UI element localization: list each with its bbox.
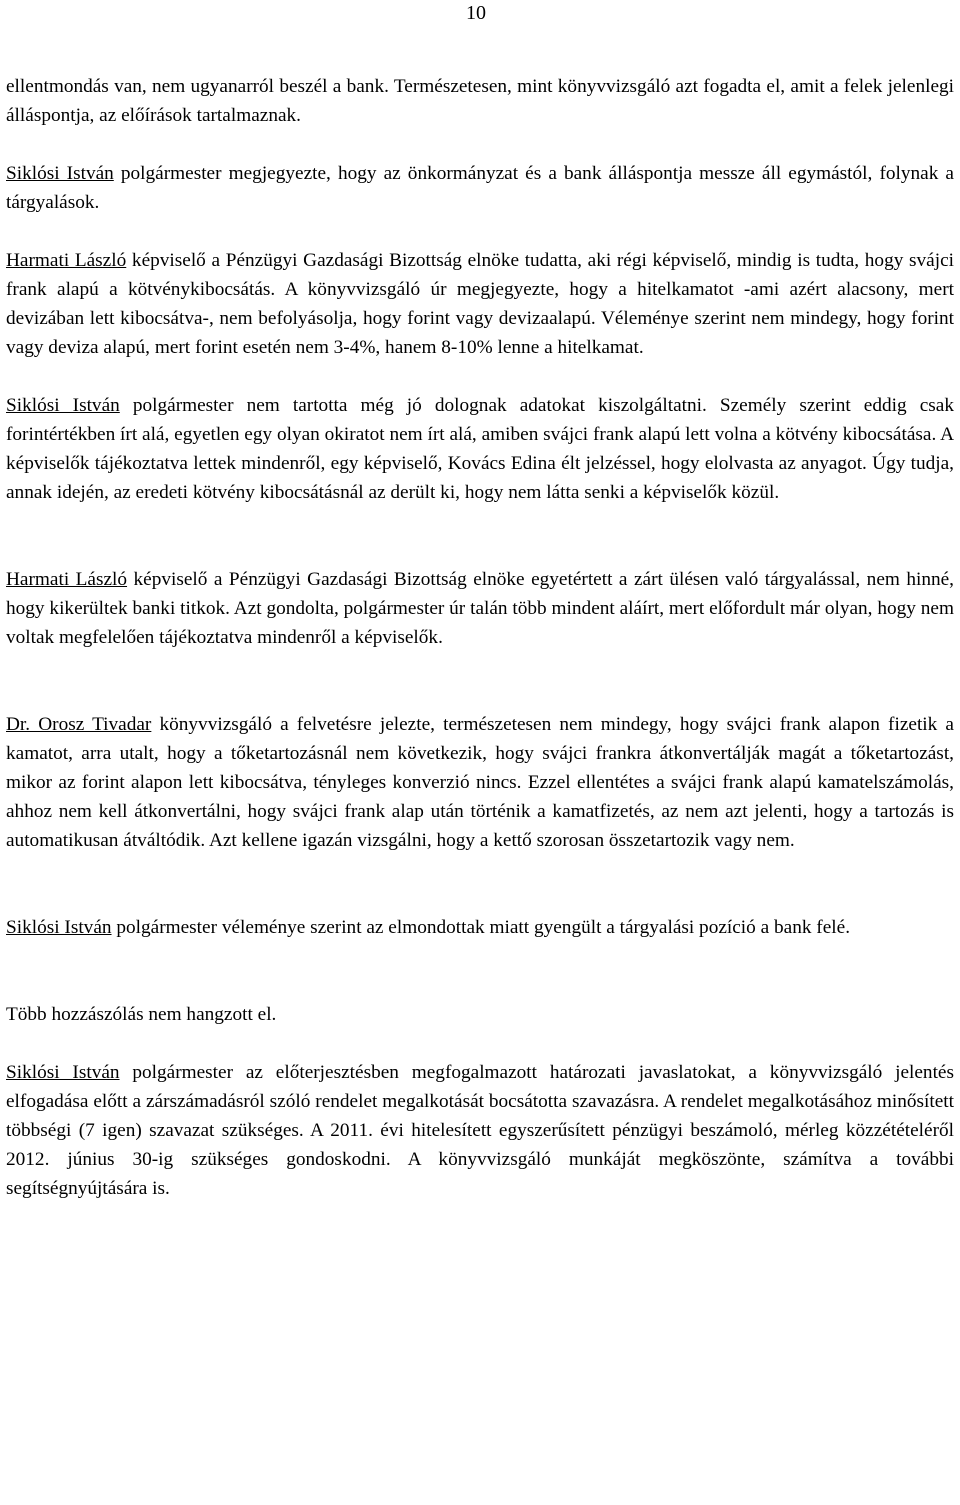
paragraph-5-text: képviselő a Pénzügyi Gazdasági Bizottság elnöke egyetértett a zárt ülésen való tárgyalással, nem hinné, hogy kikerültek banki titkok. Azt gondolta, polgármester úr talán több mindent aláírt, mert előfordult már olyan, hogy nem voltak megfelelően tájékoztatva mindenről a képviselők.	[6, 569, 955, 648]
paragraph-4-text: polgármester nem tartotta még jó dolognak adatokat kiszolgáltatni. Személy szerint eddig csak forintértékben írt alá, egyetlen egy olyan okiratot nem írt alá, amiben svájci frank alapú lett volna a kötvény kibocsátása. A képviselők tájékoztatva lettek mindenről, egy képviselő, Kovács Edina élt jelzéssel, hogy elolvasta az anyagot. Úgy tudja, annak idején, az eredeti kötvény kibocsátásnál az derült ki, hogy nem látta senki a képviselők közül.	[6, 395, 954, 503]
paragraph-7-text: polgármester véleménye szerint az elmondottak miatt gyengült a tárgyalási pozíció a bank felé.	[111, 917, 851, 938]
paragraph-2	[6, 159, 954, 217]
paragraph-8-text: Több hozzászólás nem hangzott el.	[6, 1004, 277, 1025]
document-body	[6, 72, 954, 1232]
paragraph-3-text: képviselő a Pénzügyi Gazdasági Bizottság elnöke tudatta, aki régi képviselő, mindig is tudta, hogy svájci frank alapú a kötvénykibocsátás. A könyvvizsgáló úr megjegyezte, hogy a hitelkamatot -ami azért alacsony, mert devizában lett kibocsátva-, nem befolyásolja, hogy forint vagy devizaalapú. Véleménye szerint nem mindegy, hogy forint vagy deviza alapú, mert forint esetén nem 3-4%, hanem 8-10% lenne a hitelkamat.	[6, 250, 955, 358]
paragraph-6-text: könyvvizsgáló a felvetésre jelezte, természetesen nem mindegy, hogy svájci frank alapon fizetik a kamatot, arra utalt, hogy a tőketartozásnál nem következik, hogy svájci frankra átkonvertálják magát a tőketartozást, mikor az forint alapon lett kibocsátva, tényleges konverzió nincs. Ezzel ellentétes a svájci frank alapú kamatelszámolás, ahhoz nem kell átkonvertálni, hogy svájci frank alap után történik a kamatfizetés, az nem azt jelenti, hogy a tartozás is automatikusan átváltódik. Azt kellene igazán vizsgálni, hogy a kettő szorosan összetartozik vagy nem.	[6, 714, 954, 851]
speaker-name: Siklósi István	[6, 1062, 120, 1083]
paragraph-9	[6, 1058, 954, 1203]
paragraph-3	[6, 246, 954, 362]
paragraph-8	[6, 1000, 954, 1029]
speaker-name: Siklósi István	[6, 917, 112, 938]
paragraph-9-text: polgármester az előterjesztésben megfogalmazott határozati javaslatokat, a könyvvizsgáló jelentés elfogadása előtt a zárszámadásról szóló rendelet megalkotását bocsátotta szavazásra. A rendelet megalkotásához minősített többségi (7 igen) szavazat szükséges. A 2011. évi hitelesített egyszerűsített pénzügyi beszámoló, mérleg közzétételéről 2012. június 30-ig szükséges gondoskodni. A könyvvizsgáló munkáját megköszönte, számítva a további segítségnyújtására is.	[6, 1062, 954, 1199]
paragraph-2-text: polgármester megjegyezte, hogy az önkormányzat és a bank álláspontja messze áll egymástól, folynak a tárgyalások.	[6, 163, 954, 213]
paragraph-1	[6, 72, 954, 130]
page-number: 10	[466, 2, 486, 24]
speaker-name: Harmati László	[6, 250, 127, 271]
speaker-name: Siklósi István	[6, 395, 120, 416]
paragraph-6	[6, 710, 954, 855]
speaker-name: Siklósi István	[6, 163, 114, 184]
paragraph-1-text: ellentmondás van, nem ugyanarról beszél a bank. Természetesen, mint könyvvizsgáló azt fogadta el, amit a felek jelenlegi álláspontja, az előírások tartalmaznak.	[6, 76, 954, 126]
speaker-name: Dr. Orosz Tivadar	[6, 714, 152, 735]
paragraph-7	[6, 913, 954, 942]
speaker-name: Harmati László	[6, 569, 128, 590]
paragraph-5	[6, 565, 954, 652]
paragraph-4	[6, 391, 954, 507]
